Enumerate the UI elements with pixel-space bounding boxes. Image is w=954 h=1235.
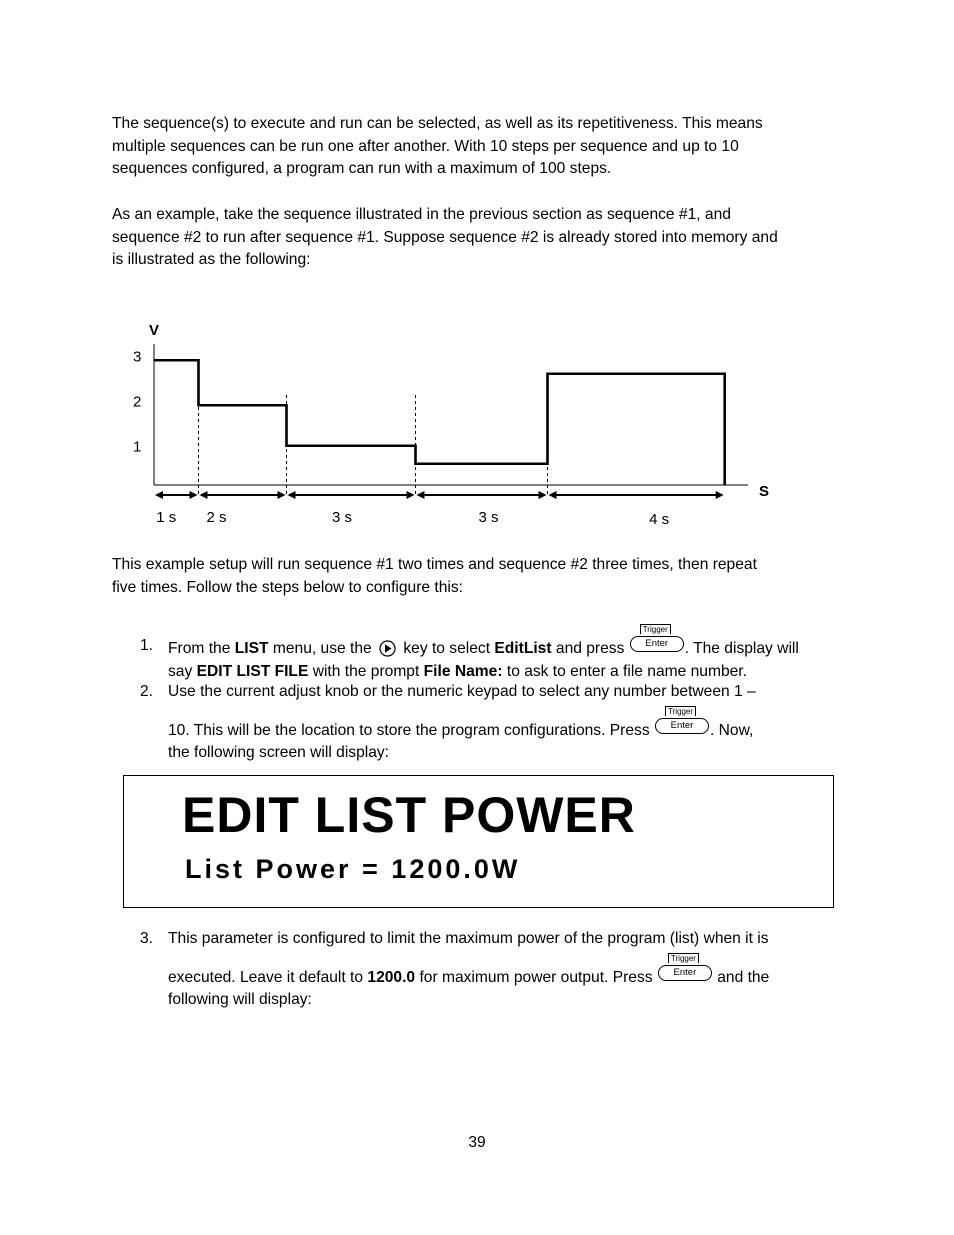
arrow-head-left bbox=[200, 491, 208, 499]
text: with the prompt bbox=[308, 662, 424, 680]
text: and the bbox=[712, 968, 770, 986]
text: and press bbox=[551, 640, 629, 657]
step-number: 3. bbox=[140, 930, 154, 947]
y-tick-label: 1 bbox=[133, 438, 142, 456]
arrow-head-right bbox=[278, 491, 286, 499]
y-tick-label: 2 bbox=[133, 393, 142, 411]
sequence-step-chart bbox=[0, 0, 954, 540]
text: for maximum power output. Press bbox=[415, 968, 657, 986]
bold-text: LIST bbox=[234, 640, 269, 657]
step-body bbox=[168, 625, 799, 683]
text-line: five times. Follow the steps below to configure this: bbox=[112, 578, 464, 596]
y-axis-label: V bbox=[149, 322, 160, 339]
arrow-head-left bbox=[549, 491, 557, 499]
step-number: 2. bbox=[140, 683, 154, 700]
text: . Now, bbox=[709, 721, 754, 739]
arrow-head-left bbox=[288, 491, 296, 499]
enter-key-icon bbox=[655, 706, 709, 737]
page-number: 39 bbox=[468, 1134, 486, 1151]
text: This parameter is configured to limit the maximum power of the program (list) when it is bbox=[168, 930, 769, 947]
text-line: sequence #2 to run after sequence #1. Suppose sequence #2 is already stored into memory and bbox=[112, 228, 778, 246]
trigger-label: Trigger bbox=[665, 706, 696, 716]
enter-key-icon bbox=[658, 953, 712, 984]
right-arrow-circle-icon bbox=[379, 640, 396, 657]
text: menu, use the bbox=[268, 640, 377, 657]
duration-label: 3 s bbox=[478, 509, 499, 526]
y-tick-label: 3 bbox=[133, 348, 142, 366]
text: Use the current adjust knob or the numeric keypad to select any number between 1 – bbox=[168, 683, 756, 700]
enter-label: Enter bbox=[658, 965, 712, 981]
text: From the bbox=[168, 640, 235, 657]
arrow-head-right bbox=[716, 491, 724, 499]
step-body bbox=[168, 681, 756, 765]
text: key to select bbox=[399, 640, 495, 657]
lcd-line-1: EDIT LIST POWER bbox=[182, 787, 636, 843]
bold-text: File Name: bbox=[423, 662, 503, 680]
text: . The display will bbox=[684, 640, 799, 657]
arrow-head-right bbox=[407, 491, 415, 499]
text-line: sequences configured, a program can run with a maximum of 100 steps. bbox=[112, 160, 612, 177]
trigger-label: Trigger bbox=[668, 953, 699, 963]
arrow-head-left bbox=[155, 491, 163, 499]
lcd-line-2: List Power = 1200.0W bbox=[185, 854, 521, 884]
duration-label: 1 s bbox=[156, 509, 177, 526]
text-line: As an example, take the sequence illustrated in the previous section as sequence #1, and bbox=[112, 206, 731, 223]
text-line: multiple sequences can be run one after another. With 10 steps per sequence and up to 10 bbox=[112, 137, 739, 155]
trigger-label: Trigger bbox=[640, 624, 671, 634]
duration-label: 3 s bbox=[331, 509, 353, 526]
enter-label: Enter bbox=[630, 636, 684, 652]
enter-key-icon bbox=[630, 625, 684, 655]
bold-text: EDIT LIST FILE bbox=[196, 662, 309, 680]
arrow-head-left bbox=[417, 491, 425, 499]
step-body bbox=[168, 928, 769, 1012]
x-axis-label: S bbox=[759, 483, 770, 500]
text-line: is illustrated as the following: bbox=[112, 251, 311, 268]
enter-label: Enter bbox=[655, 718, 709, 734]
text: executed. Leave it default to bbox=[168, 968, 368, 986]
bold-text: EditList bbox=[494, 640, 552, 657]
text: 10. This will be the location to store the program configurations. Press bbox=[168, 721, 654, 739]
arrow-head-right bbox=[539, 491, 547, 499]
sequence-step-line bbox=[154, 360, 725, 485]
lcd-display bbox=[123, 775, 834, 908]
text: say bbox=[168, 662, 197, 680]
text-line: The sequence(s) to execute and run can be selected, as well as its repetitiveness. This means bbox=[112, 115, 763, 132]
text: following will display: bbox=[168, 991, 312, 1008]
duration-label: 4 s bbox=[649, 511, 670, 528]
text: to ask to enter a file name number. bbox=[502, 662, 747, 680]
paragraph-3 bbox=[112, 554, 852, 599]
text-line: This example setup will run sequence #1 two times and sequence #2 three times, then repeat bbox=[112, 556, 757, 573]
bold-text: 1200.0 bbox=[367, 968, 416, 986]
duration-label: 2 s bbox=[206, 509, 227, 526]
text: the following screen will display: bbox=[168, 744, 390, 761]
step-number: 1. bbox=[140, 637, 154, 654]
arrow-head-right bbox=[190, 491, 198, 499]
